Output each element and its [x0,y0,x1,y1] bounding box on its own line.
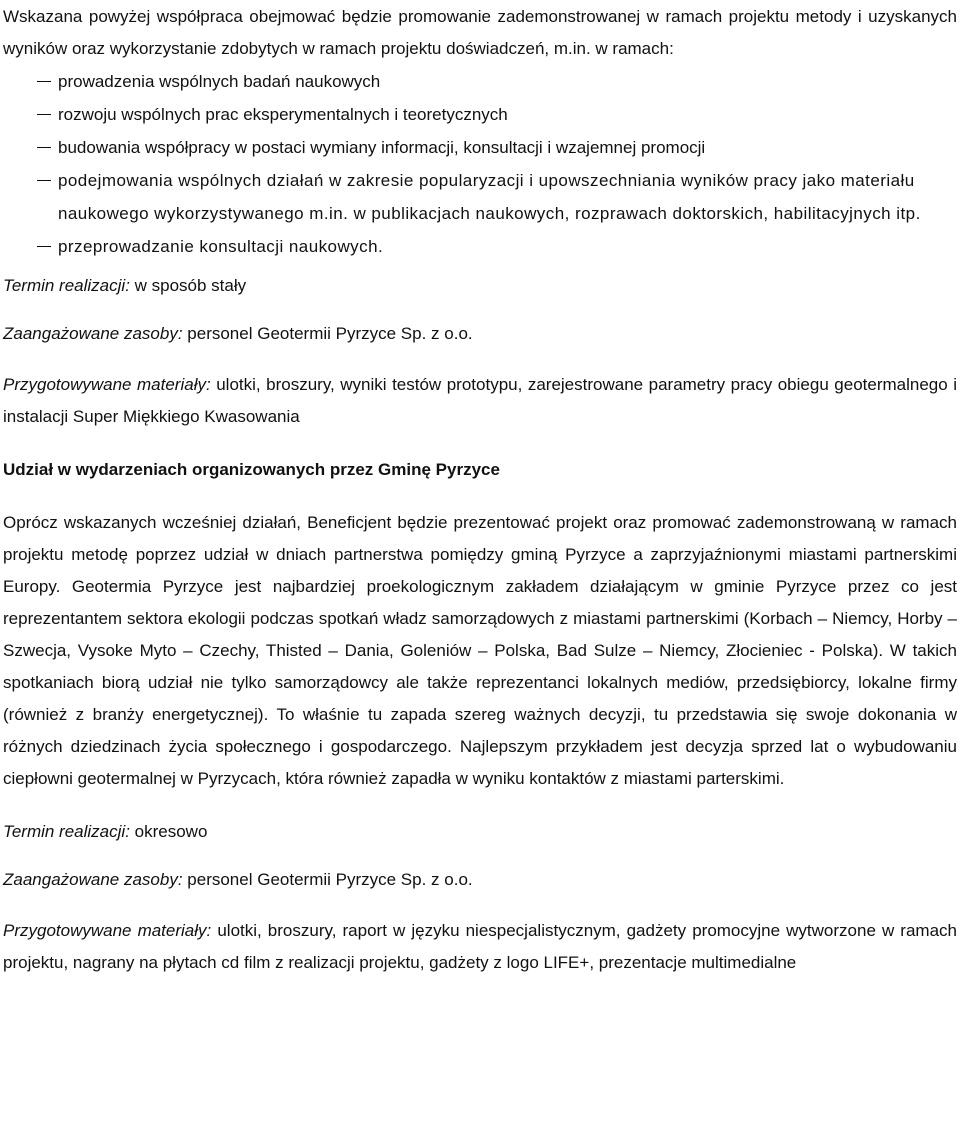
dash-bullet-icon [37,81,51,82]
intro-paragraph: Wskazana powyżej współpraca obejmować będzie promowanie zademonstrowanej w ramach projektu metody i uzyskanych wyników oraz wykorzystanie zdobytych w ramach projektu doświadczeń, m.in. w ramach: [3,7,957,58]
body-paragraph: Oprócz wskazanych wcześniej działań, Beneficjent będzie prezentować projekt oraz promować zademonstrowaną w ramach projektu metodę poprzez udział w dniach partnerstwa pomiędzy gminą Pyrzyce a zaprzyjaźnionymi miastami partnerskimi Europy. Geotermia Pyrzyce jest najbardziej proekologicznym zakładem działającym w gminie Pyrzyce przez co jest reprezentantem sektora ekologii podczas spotkań władz samorządowych z miastami partnerskimi (Korbach – Niemcy, Horby – Szwecja, Vysoke Myto – Czechy, Thisted – Dania, Goleniów – Polska, Bad Sulze – Niemcy, Złocieniec - Polska). W takich spotkaniach biorą udział nie tylko samorządowcy ale także reprezentanci lokalnych mediów, przedsiębiorcy, lokalne firmy (również z branży energetycznej). To właśnie tu zapada szereg ważnych decyzji, tu przedstawia się swoje dokonania w różnych dziedzinach życia społecznego i gospodarczego. Najlepszym przykładem jest decyzja sprzed lat o wybudowaniu ciepłowni geotermalnej w Pyrzycach, która również zapadła w wyniku kontaktów z miastami parterskimi. [3,513,957,788]
section-heading: Udział w wydarzeniach organizowanych przez Gminę Pyrzyce [3,460,500,479]
materialy-value: ulotki, broszury, raport w języku niespecjalistycznym, gadżety promocyjne wytworzone w ramach projektu, nagrany na płytach cd film z realizacji projektu, gadżety z logo LIFE+, prezentacje multimedialne [3,921,957,972]
list-item: budowania współpracy w postaci wymiany informacji, konsultacji i wzajemnej promocji [3,131,957,164]
dash-bullet-icon [37,246,51,247]
zasoby-line [3,321,957,347]
zasoby-value: personel Geotermii Pyrzyce Sp. z o.o. [182,870,473,889]
materialy-line [3,915,957,979]
list-item: podejmowania wspólnych działań w zakresie popularyzacji i upowszechniania wyników pracy jako materiału naukowego wykorzystywanego m.in. w publikacjach naukowych, rozprawach doktorskich, habilitacyjnych itp. [3,164,957,230]
document-page [3,0,957,979]
materialy-value: ulotki, broszury, wyniki testów prototypu, zarejestrowane parametry pracy obiegu geotermalnego i instalacji Super Miękkiego Kwasowania [3,375,957,426]
zasoby-label: Zaangażowane zasoby: [3,870,183,889]
materialy-label: Przygotowywane materiały: [3,375,211,394]
materialy-line [3,369,957,433]
list-item: prowadzenia wspólnych badań naukowych [3,65,957,98]
termin-label: Termin realizacji: [3,822,130,841]
dash-bullet-icon [37,114,51,115]
list-item: rozwoju wspólnych prac eksperymentalnych i teoretycznych [3,98,957,131]
zasoby-label: Zaangażowane zasoby: [3,324,183,343]
zasoby-value: personel Geotermii Pyrzyce Sp. z o.o. [182,324,473,343]
termin-label: Termin realizacji: [3,276,130,295]
materialy-label: Przygotowywane materiały: [3,921,212,940]
zasoby-line [3,867,957,893]
dash-bullet-icon [37,147,51,148]
termin-line [3,273,957,299]
dash-bullet-icon [37,180,51,181]
list-item: przeprowadzanie konsultacji naukowych. [3,230,957,263]
termin-value: okresowo [129,822,208,841]
termin-line [3,819,957,845]
termin-value: w sposób stały [129,276,247,295]
cooperation-list [3,65,957,263]
